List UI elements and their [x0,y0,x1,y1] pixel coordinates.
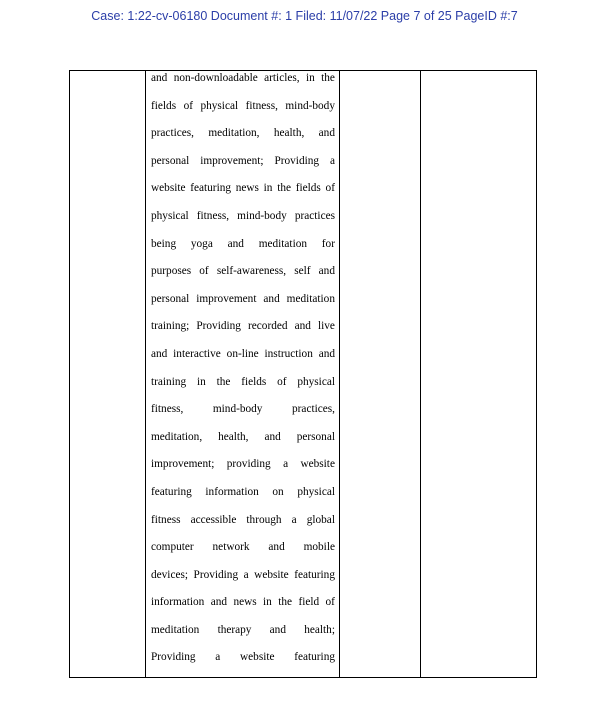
table-column-4 [421,71,536,677]
description-word: therapy [217,623,252,636]
description-word: a [291,513,297,526]
description-word: fields [151,99,177,112]
description-word: practices, [292,403,335,416]
description-line [151,595,335,623]
description-word: field [298,596,320,609]
description-line [151,540,335,568]
description-word: improvement [196,292,257,305]
description-word: meditation [258,237,308,250]
description-word: articles, [264,72,300,84]
description-word: improvement; [151,458,215,471]
description-word: featuring [294,651,335,664]
description-word: mobile [303,541,335,554]
description-word: a [283,458,289,471]
description-word: computer [151,541,194,554]
description-line [151,650,335,678]
description-word: on [272,485,284,498]
description-line [151,71,335,99]
description-word: fitness, [151,403,184,416]
description-word: health; [304,623,335,636]
description-word: fitness, [245,99,278,112]
description-word: a [243,568,249,581]
description-word: website [254,568,289,581]
description-word: meditation [286,292,335,305]
description-word: fitness [151,513,181,526]
description-word: improvement; [200,154,264,167]
description-word: website [151,182,186,195]
description-word: Providing [193,568,239,581]
description-line [151,237,335,265]
description-word: news [235,182,259,195]
description-word: yoga [190,237,213,250]
description-line [151,568,335,596]
description-word: of [183,99,193,112]
description-word: self-awareness, [216,265,287,278]
description-word: self [294,265,311,278]
description-word: in [263,596,272,609]
description-word: and [263,292,280,305]
description-word: practices [294,209,335,222]
description-word: interactive [173,347,221,360]
table-column-1 [70,71,146,677]
description-word: and [227,237,244,250]
description-word: health, [273,127,305,140]
description-word: and [268,541,285,554]
description-word: and [318,265,335,278]
description-word: devices; [151,568,189,581]
description-word: and [210,596,228,609]
description-word: instruction [264,347,313,360]
description-line [151,209,335,237]
description-word: of [325,182,335,195]
description-word: meditation, [151,430,203,443]
description-word: the [278,596,293,609]
description-word: information [205,485,259,498]
description-word: non-downloadable [173,72,258,84]
description-word: through [246,513,282,526]
description-line [151,347,335,375]
description-word: fields [295,182,321,195]
description-word: and [318,347,335,360]
description-word: personal [296,430,335,443]
description-line [151,485,335,513]
description-line [151,154,335,182]
description-word: and [294,320,311,333]
description-word: being [151,237,177,250]
description-line [151,126,335,154]
description-word: the [321,72,335,84]
description-word: meditation, [208,127,260,140]
description-line [151,457,335,485]
case-header: Case: 1:22-cv-06180 Document #: 1 Filed: 11/07/22 Page 7 of 25 PageID #:7 [91,9,518,23]
description-word: global [306,513,335,526]
description-word: in [263,182,273,195]
description-word: fitness, [196,209,230,222]
description-word: information [151,596,205,609]
description-word: and [151,72,168,84]
description-word: training [151,375,187,388]
table-column-description [146,71,340,677]
description-word: of [199,265,209,278]
description-word: Providing [274,154,320,167]
description-word: health, [218,430,249,443]
description-word: featuring [190,182,232,195]
description-word: Providing [196,320,241,333]
description-word: a [329,154,335,167]
description-word: website [300,458,335,471]
description-word: featuring [151,485,192,498]
description-word: for [321,237,335,250]
description-line [151,623,335,651]
description-word: Providing [151,651,196,664]
description-word: mind-body [212,403,263,416]
description-word: of [325,596,335,609]
description-word: fields [241,375,267,388]
description-line [151,430,335,458]
description-word: network [212,541,250,554]
description-word: physical [297,485,335,498]
description-word: meditation [151,623,200,636]
description-word: recorded [248,320,288,333]
description-word: accessible [190,513,237,526]
description-line [151,375,335,403]
description-word: in [305,72,315,84]
description-line [151,99,335,127]
description-word: and [318,127,335,140]
description-word: personal [151,292,190,305]
description-word: the [216,375,231,388]
goods-services-table [69,70,537,678]
description-line [151,181,335,209]
description-line [151,292,335,320]
table-column-3 [340,71,421,677]
description-word: mind-body [285,99,335,112]
description-word: personal [151,154,190,167]
description-line [151,513,335,541]
description-word: live [318,320,335,333]
description-word: on-line [226,347,259,360]
description-word: featuring [294,568,335,581]
description-line [151,319,335,347]
description-word: in [196,375,206,388]
description-word: news [233,596,257,609]
description-word: practices, [151,127,194,140]
description-lines [151,71,335,678]
description-word: and [151,347,168,360]
description-word: a [215,651,221,664]
description-word: website [240,651,275,664]
description-word: physical [200,99,239,112]
description-word: the [277,182,291,195]
description-word: mind-body [237,209,287,222]
description-word: training; [151,320,190,333]
description-word: physical [151,209,189,222]
description-word: and [269,623,286,636]
description-word: purposes [151,265,192,278]
description-word: providing [226,458,271,471]
description-line [151,402,335,430]
description-word: physical [297,375,335,388]
description-word: of [277,375,287,388]
description-word: and [264,430,281,443]
description-line [151,264,335,292]
